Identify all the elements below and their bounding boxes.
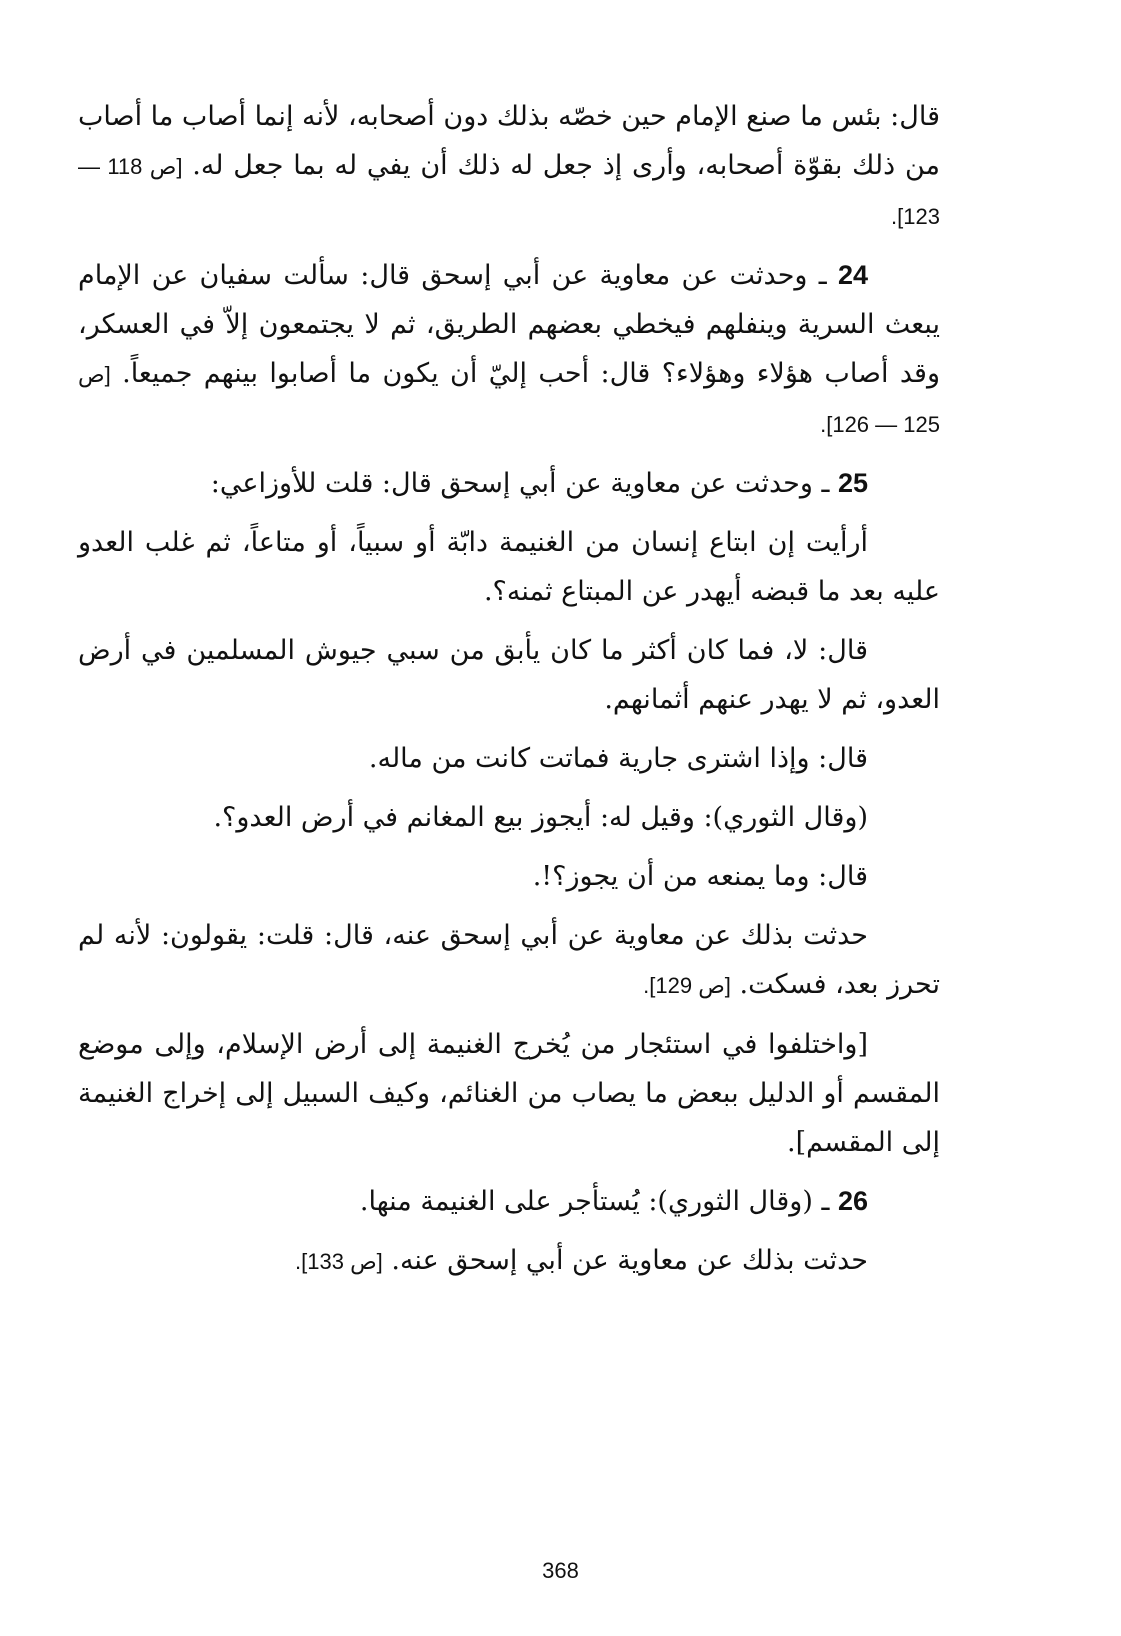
entry-number: 26 [837,1186,868,1216]
paragraph-text: ـ (وقال الثوري): يُستأجر على الغنيمة منها. [359,1186,830,1217]
paragraph-text: حدثت بذلك عن معاوية عن أبي إسحق عنه، قال: قلت: يقولون: لأنه لم تحرز بعد، فسكت. [78,920,940,1000]
paragraph-text: قال: لا، فما كان أكثر ما كان يأبق من سبي جيوش المسلمين في أرض العدو، ثم لا يهدر عنهم أثمانهم. [78,635,940,715]
paragraph-section-heading [78,1020,940,1167]
page-reference: [ص 118 — 123]. [78,154,940,229]
paragraph-text: قال: بئس ما صنع الإمام حين خصّه بذلك دون أصحابه، لأنه إنما أصاب ما أصاب من ذلك بقوّة أصحابه، وأرى إذ جعل له ذلك أن يفي له بما جعل له. [78,101,940,181]
paragraph-final-narration [78,1236,940,1286]
paragraph-narration [78,911,940,1010]
paragraph-text: أرأيت إن ابتاع إنسان من الغنيمة دابّة أو سبياً، أو متاعاً، ثم غلب العدو عليه بعد ما قبضه أيهدر عن المبتاع ثمنه؟. [78,527,940,607]
paragraph-answer [78,626,940,724]
paragraph-question [78,518,940,616]
paragraph-text: (وقال الثوري): وقيل له: أيجوز بيع المغانم في أرض العدو؟. [213,802,868,833]
paragraph-24 [78,251,940,449]
paragraph-reply [78,852,940,901]
paragraph-26 [78,1177,940,1226]
entry-number: 25 [837,468,868,498]
body-text [78,92,940,1296]
paragraph-text: ـ وحدثت عن معاوية عن أبي إسحق قال: سألت سفيان عن الإمام يبعث السرية وينفلهم فيخطي بعضهم الطريق، ثم لا يجتمعون إلاّ في العسكر، وقد أصاب هؤلاء وهؤلاء؟ قال: أحب إليّ أن يكون ما أصابوا بينهم جميعاً. [78,260,940,389]
paragraph-text: قال: وما يمنعه من أن يجوز؟!. [532,861,868,892]
page-reference: [ص 129]. [643,973,731,998]
paragraph-text: قال: وإذا اشترى جارية فماتت كانت من ماله. [368,743,868,774]
page-reference: [ص 125 — 126]. [78,362,940,437]
paragraph-thawri [78,793,940,842]
paragraph-text: حدثت بذلك عن معاوية عن أبي إسحق عنه. [391,1245,868,1276]
paragraph-25 [78,459,940,508]
paragraph-1 [78,92,940,241]
entry-number: 24 [837,260,868,290]
paragraph-slave-girl [78,734,940,783]
paragraph-text: [واختلفوا في استئجار من يُخرج الغنيمة إلى أرض الإسلام، وإلى موضع المقسم أو الدليل ببعض ما يصاب من الغنائم، وكيف السبيل إلى إخراج الغنيمة إلى المقسم]. [78,1029,940,1158]
page-reference: [ص 133]. [295,1249,383,1274]
paragraph-text: ـ وحدثت عن معاوية عن أبي إسحق قال: قلت للأوزاعي: [210,468,830,499]
page-number: 368 [542,1558,579,1583]
